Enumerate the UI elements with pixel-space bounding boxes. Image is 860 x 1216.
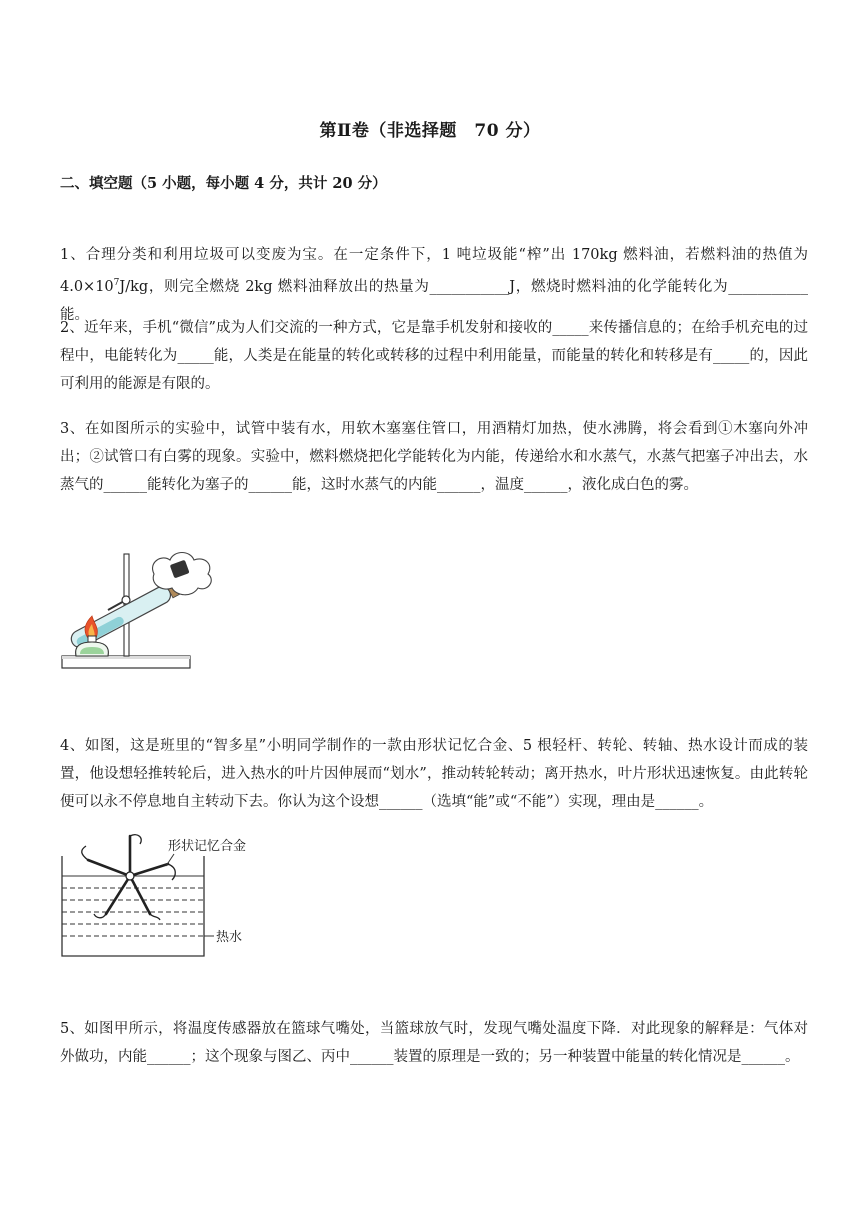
question-3: 3、在如图所示的实验中，试管中装有水，用软木塞塞住管口，用酒精灯加热，使水沸腾，将会看到①木塞向外冲出；②试管口有白雾的现象。实验中，燃料燃烧把化学能转化为内能，传递给水和水蒸气，水蒸气把塞子冲出去，水蒸气的______能转化为塞子的______能，这时水蒸气的内能______，温度______，液化成白色的雾。 — [60, 421, 808, 493]
question-1-exponent: 7 — [113, 278, 120, 288]
question-1-text-a: 1、合理分类和利用垃圾可以变废为宝。在一定条件下，1 吨垃圾能“榨”出 170kg 燃料油，若燃料油的热值为 4.0×10 — [60, 247, 808, 295]
question-2: 2、近年来，手机“微信”成为人们交流的一种方式，它是靠手机发射和接收的_____来传播信息的；在给手机充电的过程中，电能转化为_____能，人类是在能量的转化或转移的过程中利用能量，而能量的转化和转移是有_____的，因此可利用的能源是有限的。 — [60, 320, 808, 392]
figure-test-tube-experiment — [58, 548, 230, 676]
question-5: 5、如图甲所示，将温度传感器放在篮球气嘴处，当篮球放气时，发现气嘴处温度下降．对此现象的解释是：气体对外做功，内能______；这个现象与图乙、丙中______装置的原理是一致的；另一种装置中能量的转化情况是______。 — [60, 1021, 808, 1065]
label-hot-water: 热水 — [216, 930, 243, 945]
question-4: 4、如图，这是班里的“智多星”小明同学制作的一款由形状记忆合金、5 根轻杆、转轮、转轴、热水设计而成的装置，他设想轻推转轮后，进入热水的叶片因伸展而“划水”，推动转轮转动；离开热水，叶片形状迅速恢复。由此转轮便可以永不停息地自主转动下去。你认为这个设想______（选填“能”或“不能”）实现，理由是______。 — [60, 738, 808, 810]
figure-memory-alloy-wheel — [58, 828, 268, 960]
page-title: 第Ⅱ卷（非选择题 70 分） — [319, 121, 541, 141]
question-1-text-b: J/kg，则完全燃烧 2kg 燃料油释放出的热量为___________J，燃烧时燃料油的化学能转化为___________能。 — [60, 278, 808, 323]
section-heading: 二、填空题（5 小题，每小题 4 分，共计 20 分） — [60, 175, 387, 192]
label-shape-memory-alloy: 形状记忆合金 — [168, 839, 247, 854]
